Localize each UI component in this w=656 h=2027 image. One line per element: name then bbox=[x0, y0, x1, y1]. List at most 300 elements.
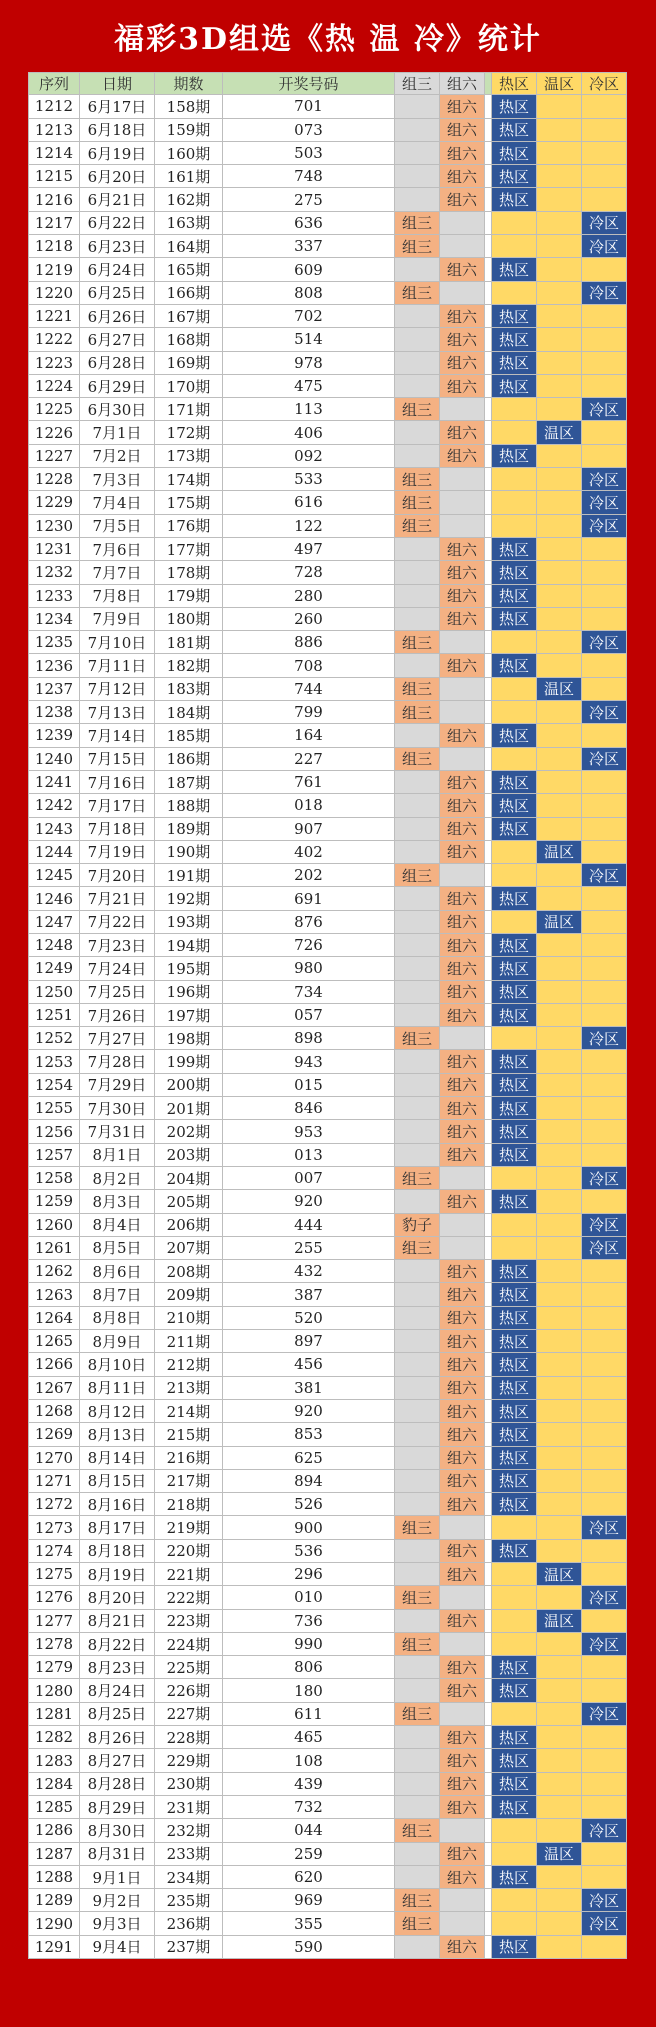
column-gap bbox=[485, 258, 492, 281]
cell-number: 503 bbox=[223, 142, 395, 165]
cell-hot-tag: 热区 bbox=[492, 142, 536, 164]
cell-hot bbox=[492, 887, 537, 910]
table-row bbox=[28, 1423, 627, 1446]
cell-date: 7月5日 bbox=[80, 515, 155, 538]
cell-hot bbox=[492, 119, 537, 142]
table-row bbox=[28, 771, 627, 794]
cell-z6-tag: 组六 bbox=[440, 771, 484, 793]
cell-cold bbox=[582, 887, 627, 910]
cell-seq: 1251 bbox=[28, 1004, 80, 1027]
table-row bbox=[28, 887, 627, 910]
cell-number: 900 bbox=[223, 1516, 395, 1539]
cell-date: 7月21日 bbox=[80, 887, 155, 910]
cell-seq: 1245 bbox=[28, 864, 80, 887]
cell-hot bbox=[492, 1167, 537, 1190]
cell-z6-tag: 组六 bbox=[440, 1144, 484, 1166]
column-gap bbox=[485, 1307, 492, 1330]
cell-warm bbox=[537, 1633, 582, 1656]
cell-seq: 1214 bbox=[28, 142, 80, 165]
cell-seq: 1281 bbox=[28, 1703, 80, 1726]
cell-z3 bbox=[395, 818, 440, 841]
cell-seq: 1231 bbox=[28, 538, 80, 561]
table-row bbox=[28, 818, 627, 841]
cell-number: 886 bbox=[223, 631, 395, 654]
column-gap bbox=[485, 654, 492, 677]
cell-z6-tag: 组六 bbox=[440, 1610, 484, 1632]
cell-period: 160期 bbox=[155, 142, 223, 165]
cell-number: 402 bbox=[223, 841, 395, 864]
cell-cold bbox=[582, 445, 627, 468]
cell-number: 702 bbox=[223, 305, 395, 328]
cell-date: 8月23日 bbox=[80, 1656, 155, 1679]
cell-z6-tag: 组六 bbox=[440, 1470, 484, 1492]
cell-number: 897 bbox=[223, 1330, 395, 1353]
cell-z3 bbox=[395, 585, 440, 608]
cell-seq: 1287 bbox=[28, 1843, 80, 1866]
cell-z3 bbox=[395, 1773, 440, 1796]
cell-period: 174期 bbox=[155, 468, 223, 491]
cell-seq: 1217 bbox=[28, 212, 80, 235]
cell-number: 122 bbox=[223, 515, 395, 538]
cell-hot bbox=[492, 1144, 537, 1167]
cell-z6-tag: 组六 bbox=[440, 305, 484, 327]
cell-hot-tag: 热区 bbox=[492, 1283, 536, 1305]
column-gap bbox=[485, 328, 492, 351]
cell-date: 8月11日 bbox=[80, 1377, 155, 1400]
cell-seq: 1261 bbox=[28, 1237, 80, 1260]
cell-z3 bbox=[395, 1633, 440, 1656]
cell-date: 6月17日 bbox=[80, 95, 155, 118]
cell-z3 bbox=[395, 421, 440, 444]
cell-number: 092 bbox=[223, 445, 395, 468]
cell-z6 bbox=[440, 724, 485, 747]
cell-seq: 1223 bbox=[28, 352, 80, 375]
cell-number: 920 bbox=[223, 1400, 395, 1423]
cell-number: 894 bbox=[223, 1470, 395, 1493]
table-row bbox=[28, 1843, 627, 1866]
cell-cold bbox=[582, 1540, 627, 1563]
cell-z6 bbox=[440, 1936, 485, 1959]
cell-cold bbox=[582, 1656, 627, 1679]
cell-hot-tag: 热区 bbox=[492, 1470, 536, 1492]
table-row bbox=[28, 1260, 627, 1283]
cell-hot-tag: 热区 bbox=[492, 1540, 536, 1562]
cell-seq: 1256 bbox=[28, 1120, 80, 1143]
cell-z3 bbox=[395, 1074, 440, 1097]
cell-date: 8月6日 bbox=[80, 1260, 155, 1283]
cell-period: 237期 bbox=[155, 1936, 223, 1959]
cell-warm bbox=[537, 1703, 582, 1726]
cell-z6 bbox=[440, 1097, 485, 1120]
cell-hot-tag: 热区 bbox=[492, 258, 536, 280]
cell-z6 bbox=[440, 1889, 485, 1912]
cell-z6-tag: 组六 bbox=[440, 1493, 484, 1515]
cell-hot-tag: 热区 bbox=[492, 1377, 536, 1399]
cell-z3 bbox=[395, 1144, 440, 1167]
cell-z3-tag: 组三 bbox=[395, 468, 439, 490]
cell-seq: 1254 bbox=[28, 1074, 80, 1097]
cell-warm bbox=[537, 1773, 582, 1796]
cell-period: 226期 bbox=[155, 1679, 223, 1702]
cell-number: 227 bbox=[223, 748, 395, 771]
cell-cold bbox=[582, 235, 627, 258]
cell-z3 bbox=[395, 328, 440, 351]
cell-hot bbox=[492, 724, 537, 747]
cell-z6-tag: 组六 bbox=[440, 981, 484, 1003]
table-row bbox=[28, 1703, 627, 1726]
cell-warm bbox=[537, 375, 582, 398]
cell-z6 bbox=[440, 701, 485, 724]
cell-period: 195期 bbox=[155, 957, 223, 980]
cell-cold bbox=[582, 1633, 627, 1656]
cell-z6 bbox=[440, 1912, 485, 1935]
cell-date: 7月10日 bbox=[80, 631, 155, 654]
cell-seq: 1220 bbox=[28, 282, 80, 305]
cell-warm bbox=[537, 748, 582, 771]
cell-z6 bbox=[440, 1516, 485, 1539]
cell-z6-tag: 组六 bbox=[440, 1866, 484, 1888]
column-gap bbox=[485, 1656, 492, 1679]
cell-z6-tag: 组六 bbox=[440, 818, 484, 840]
cell-date: 7月26日 bbox=[80, 1004, 155, 1027]
cell-period: 176期 bbox=[155, 515, 223, 538]
cell-z6 bbox=[440, 1144, 485, 1167]
cell-number: 625 bbox=[223, 1447, 395, 1470]
table-row bbox=[28, 794, 627, 817]
column-gap bbox=[485, 1889, 492, 1912]
cell-number: 164 bbox=[223, 724, 395, 747]
cell-seq: 1229 bbox=[28, 491, 80, 514]
column-gap bbox=[485, 468, 492, 491]
cell-date: 8月13日 bbox=[80, 1423, 155, 1446]
cell-seq: 1224 bbox=[28, 375, 80, 398]
cell-z6 bbox=[440, 95, 485, 118]
cell-z3-tag: 组三 bbox=[395, 212, 439, 234]
cell-z3 bbox=[395, 188, 440, 211]
cell-hot bbox=[492, 561, 537, 584]
cell-hot bbox=[492, 165, 537, 188]
cell-seq: 1271 bbox=[28, 1470, 80, 1493]
cell-date: 8月24日 bbox=[80, 1679, 155, 1702]
cell-period: 235期 bbox=[155, 1889, 223, 1912]
cell-seq: 1249 bbox=[28, 957, 80, 980]
table-row bbox=[28, 1400, 627, 1423]
cell-period: 236期 bbox=[155, 1912, 223, 1935]
cell-date: 7月12日 bbox=[80, 678, 155, 701]
cell-seq: 1276 bbox=[28, 1586, 80, 1609]
cell-z6-tag: 组六 bbox=[440, 1679, 484, 1701]
cell-z6-tag: 组六 bbox=[440, 375, 484, 397]
cell-seq: 1240 bbox=[28, 748, 80, 771]
cell-cold bbox=[582, 1610, 627, 1633]
cell-period: 215期 bbox=[155, 1423, 223, 1446]
cell-cold bbox=[582, 421, 627, 444]
cell-warm bbox=[537, 421, 582, 444]
cell-date: 7月17日 bbox=[80, 794, 155, 817]
cell-seq: 1272 bbox=[28, 1493, 80, 1516]
cell-number: 526 bbox=[223, 1493, 395, 1516]
cell-cold bbox=[582, 631, 627, 654]
table-row bbox=[28, 1586, 627, 1609]
table-row bbox=[28, 1633, 627, 1656]
cell-z3 bbox=[395, 445, 440, 468]
cell-period: 214期 bbox=[155, 1400, 223, 1423]
cell-z3 bbox=[395, 1423, 440, 1446]
table-row bbox=[28, 864, 627, 887]
cell-period: 186期 bbox=[155, 748, 223, 771]
cell-hot-tag: 热区 bbox=[492, 654, 536, 676]
cell-z6 bbox=[440, 328, 485, 351]
cell-cold bbox=[582, 724, 627, 747]
cell-cold bbox=[582, 701, 627, 724]
cell-warm bbox=[537, 957, 582, 980]
cell-cold bbox=[582, 1586, 627, 1609]
table-row bbox=[28, 1749, 627, 1772]
cell-warm bbox=[537, 1377, 582, 1400]
column-gap bbox=[485, 1516, 492, 1539]
cell-number: 701 bbox=[223, 95, 395, 118]
cell-cold-tag: 冷区 bbox=[582, 1819, 626, 1841]
cell-seq: 1219 bbox=[28, 258, 80, 281]
table-row bbox=[28, 1773, 627, 1796]
cell-cold-tag: 冷区 bbox=[582, 1214, 626, 1236]
column-gap bbox=[485, 142, 492, 165]
table-row bbox=[28, 1656, 627, 1679]
cell-warm bbox=[537, 398, 582, 421]
cell-z6 bbox=[440, 1330, 485, 1353]
cell-cold bbox=[582, 212, 627, 235]
cell-seq: 1265 bbox=[28, 1330, 80, 1353]
table-row bbox=[28, 188, 627, 211]
cell-z6-tag: 组六 bbox=[440, 1353, 484, 1375]
cell-z6 bbox=[440, 1726, 485, 1749]
cell-cold-tag: 冷区 bbox=[582, 1237, 626, 1259]
cell-z3-tag: 组三 bbox=[395, 491, 439, 513]
column-gap bbox=[485, 818, 492, 841]
cell-date: 8月20日 bbox=[80, 1586, 155, 1609]
cell-date: 9月1日 bbox=[80, 1866, 155, 1889]
cell-z3 bbox=[395, 1330, 440, 1353]
cell-warm bbox=[537, 235, 582, 258]
cell-seq: 1277 bbox=[28, 1610, 80, 1633]
cell-cold-tag: 冷区 bbox=[582, 1889, 626, 1911]
cell-z3 bbox=[395, 352, 440, 375]
cell-cold bbox=[582, 678, 627, 701]
cell-warm bbox=[537, 1144, 582, 1167]
cell-z6 bbox=[440, 1027, 485, 1050]
column-gap bbox=[485, 1144, 492, 1167]
cell-z6 bbox=[440, 165, 485, 188]
cell-cold bbox=[582, 165, 627, 188]
cell-z3-tag: 组三 bbox=[395, 282, 439, 304]
cell-warm bbox=[537, 654, 582, 677]
table-row bbox=[28, 1540, 627, 1563]
cell-z6 bbox=[440, 1843, 485, 1866]
cell-warm bbox=[537, 165, 582, 188]
table-row bbox=[28, 585, 627, 608]
cell-period: 185期 bbox=[155, 724, 223, 747]
cell-number: 381 bbox=[223, 1377, 395, 1400]
column-gap bbox=[485, 119, 492, 142]
cell-period: 181期 bbox=[155, 631, 223, 654]
cell-warm bbox=[537, 1819, 582, 1842]
cell-warm-tag: 温区 bbox=[537, 1843, 581, 1865]
cell-warm bbox=[537, 1120, 582, 1143]
cell-number: 616 bbox=[223, 491, 395, 514]
cell-warm bbox=[537, 911, 582, 934]
cell-warm bbox=[537, 561, 582, 584]
cell-warm bbox=[537, 1190, 582, 1213]
cell-period: 183期 bbox=[155, 678, 223, 701]
cell-hot bbox=[492, 212, 537, 235]
cell-seq: 1222 bbox=[28, 328, 80, 351]
cell-period: 189期 bbox=[155, 818, 223, 841]
cell-hot bbox=[492, 1866, 537, 1889]
cell-z6 bbox=[440, 1237, 485, 1260]
cell-cold-tag: 冷区 bbox=[582, 515, 626, 537]
cell-date: 6月21日 bbox=[80, 188, 155, 211]
cell-date: 7月16日 bbox=[80, 771, 155, 794]
cell-number: 846 bbox=[223, 1097, 395, 1120]
column-gap bbox=[485, 1097, 492, 1120]
cell-z6-tag: 组六 bbox=[440, 1773, 484, 1795]
cell-warm bbox=[537, 142, 582, 165]
cell-cold bbox=[582, 1144, 627, 1167]
cell-cold bbox=[582, 654, 627, 677]
cell-z3 bbox=[395, 1377, 440, 1400]
cell-z3 bbox=[395, 398, 440, 421]
cell-z3-tag: 组三 bbox=[395, 1819, 439, 1841]
cell-period: 209期 bbox=[155, 1283, 223, 1306]
table-row bbox=[28, 678, 627, 701]
cell-date: 8月22日 bbox=[80, 1633, 155, 1656]
cell-seq: 1273 bbox=[28, 1516, 80, 1539]
column-gap bbox=[485, 1912, 492, 1935]
cell-z3 bbox=[395, 1912, 440, 1935]
cell-z6 bbox=[440, 957, 485, 980]
cell-z6 bbox=[440, 608, 485, 631]
cell-warm bbox=[537, 678, 582, 701]
cell-cold bbox=[582, 328, 627, 351]
table-row bbox=[28, 1307, 627, 1330]
cell-seq: 1259 bbox=[28, 1190, 80, 1213]
cell-cold bbox=[582, 1353, 627, 1376]
cell-z6 bbox=[440, 934, 485, 957]
cell-warm bbox=[537, 1330, 582, 1353]
column-gap bbox=[485, 1027, 492, 1050]
cell-hot-tag: 热区 bbox=[492, 1936, 536, 1958]
cell-seq: 1221 bbox=[28, 305, 80, 328]
table-row bbox=[28, 748, 627, 771]
cell-z6-tag: 组六 bbox=[440, 142, 484, 164]
cell-hot bbox=[492, 142, 537, 165]
cell-hot-tag: 热区 bbox=[492, 305, 536, 327]
cell-date: 8月10日 bbox=[80, 1353, 155, 1376]
cell-cold bbox=[582, 142, 627, 165]
cell-cold bbox=[582, 1493, 627, 1516]
table-row bbox=[28, 911, 627, 934]
cell-number: 636 bbox=[223, 212, 395, 235]
cell-z6 bbox=[440, 1260, 485, 1283]
cell-z3 bbox=[395, 491, 440, 514]
cell-cold bbox=[582, 375, 627, 398]
cell-z6 bbox=[440, 515, 485, 538]
cell-date: 8月9日 bbox=[80, 1330, 155, 1353]
cell-number: 337 bbox=[223, 235, 395, 258]
cell-z6-tag: 组六 bbox=[440, 1330, 484, 1352]
cell-seq: 1243 bbox=[28, 818, 80, 841]
cell-z6 bbox=[440, 981, 485, 1004]
cell-date: 6月19日 bbox=[80, 142, 155, 165]
cell-z3 bbox=[395, 608, 440, 631]
cell-date: 8月18日 bbox=[80, 1540, 155, 1563]
column-gap bbox=[485, 1819, 492, 1842]
cell-z6-tag: 组六 bbox=[440, 328, 484, 350]
cell-hot-tag: 热区 bbox=[492, 585, 536, 607]
cell-date: 8月17日 bbox=[80, 1516, 155, 1539]
cell-date: 6月20日 bbox=[80, 165, 155, 188]
cell-date: 7月19日 bbox=[80, 841, 155, 864]
cell-date: 7月2日 bbox=[80, 445, 155, 468]
cell-z6 bbox=[440, 1679, 485, 1702]
cell-period: 225期 bbox=[155, 1656, 223, 1679]
cell-cold bbox=[582, 608, 627, 631]
cell-z3 bbox=[395, 1214, 440, 1237]
cell-period: 206期 bbox=[155, 1214, 223, 1237]
cell-cold bbox=[582, 1819, 627, 1842]
cell-z6 bbox=[440, 631, 485, 654]
cell-z6-tag: 组六 bbox=[440, 1400, 484, 1422]
cell-hot bbox=[492, 1773, 537, 1796]
cell-warm bbox=[537, 1214, 582, 1237]
cell-z3 bbox=[395, 1586, 440, 1609]
cell-seq: 1262 bbox=[28, 1260, 80, 1283]
cell-seq: 1238 bbox=[28, 701, 80, 724]
cell-period: 224期 bbox=[155, 1633, 223, 1656]
column-gap bbox=[485, 981, 492, 1004]
cell-hot bbox=[492, 1470, 537, 1493]
cell-number: 439 bbox=[223, 1773, 395, 1796]
cell-hot-tag: 热区 bbox=[492, 95, 536, 117]
cell-warm bbox=[537, 1260, 582, 1283]
cell-z3-tag: 组三 bbox=[395, 1633, 439, 1655]
cell-z3 bbox=[395, 841, 440, 864]
table-row bbox=[28, 1027, 627, 1050]
cell-hot bbox=[492, 1050, 537, 1073]
cell-cold bbox=[582, 748, 627, 771]
cell-hot bbox=[492, 1447, 537, 1470]
column-gap bbox=[485, 1353, 492, 1376]
cell-z3 bbox=[395, 1679, 440, 1702]
cell-number: 108 bbox=[223, 1749, 395, 1772]
cell-cold bbox=[582, 352, 627, 375]
cell-z6 bbox=[440, 1004, 485, 1027]
cell-z6 bbox=[440, 771, 485, 794]
cell-seq: 1286 bbox=[28, 1819, 80, 1842]
cell-hot-tag: 热区 bbox=[492, 1307, 536, 1329]
cell-z3-tag: 组三 bbox=[395, 1167, 439, 1189]
cell-date: 8月16日 bbox=[80, 1493, 155, 1516]
cell-period: 222期 bbox=[155, 1586, 223, 1609]
column-gap bbox=[485, 1563, 492, 1586]
cell-z3 bbox=[395, 701, 440, 724]
cell-date: 7月29日 bbox=[80, 1074, 155, 1097]
cell-z3 bbox=[395, 561, 440, 584]
cell-cold bbox=[582, 981, 627, 1004]
cell-z6 bbox=[440, 119, 485, 142]
cell-hot-tag: 热区 bbox=[492, 328, 536, 350]
cell-z6 bbox=[440, 1773, 485, 1796]
